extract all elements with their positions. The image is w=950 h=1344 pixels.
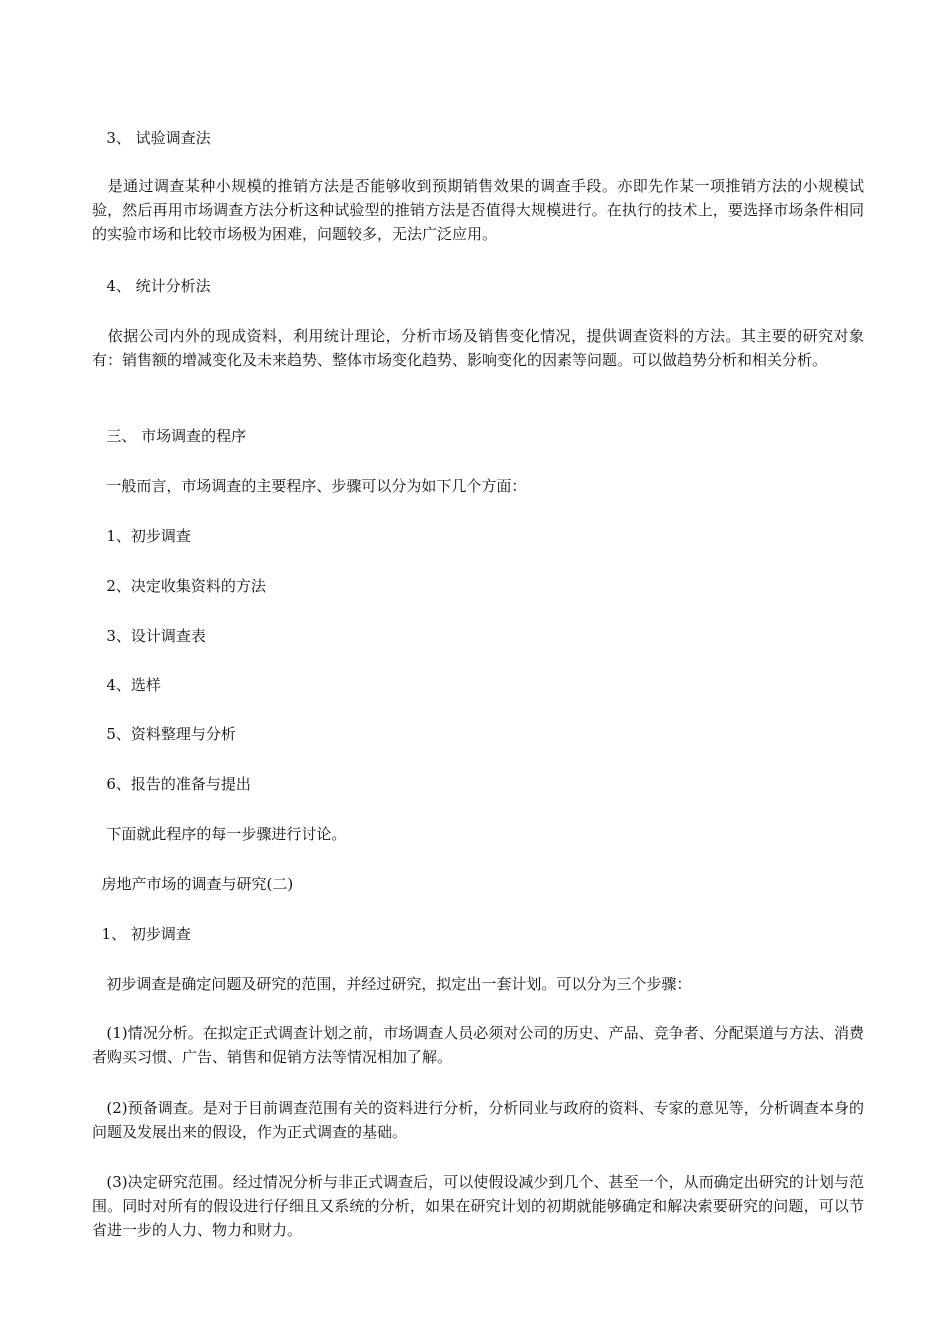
paragraph-situation-analysis: (1)情况分析。在拟定正式调查计划之前，市场调查人员必须对公司的历史、产品、竞争者、分配渠道与方法、消费者购买习惯、广告、销售和促销方法等情况相加了解。 xyxy=(92,1024,864,1066)
heading-statistical-analysis: 4、 统计分析法 xyxy=(92,277,211,295)
heading-trial-survey: 3、 试验调查法 xyxy=(92,129,211,147)
paragraph-trial-survey: 是通过调查某种小规模的推销方法是否能够收到预期销售效果的调查手段。亦即先作某一项推销方法的小规模试验，然后再用市场调查方法分析这种试验型的推销方法是否值得大规模进行。在执行的技术上，要选择市场条件相同的实验市场和比较市场极为困难，问题较多，无法广泛应用。 xyxy=(92,177,864,243)
paragraph-discussion-intro: 下面就此程序的每一步骤进行讨论。 xyxy=(92,825,347,843)
list-item-step-5: 5、资料整理与分析 xyxy=(92,725,236,743)
paragraph-research-scope: (3)决定研究范围。经过情况分析与非正式调查后，可以使假设减少到几个、甚至一个，从而确定出研究的计划与范围。同时对所有的假设进行仔细且又系统的分析，如果在研究计划的初期就能够确定和解决索要研究的问题，可以节省进一步的人力、物力和财力。 xyxy=(92,1173,864,1239)
list-item-step-6: 6、报告的准备与提出 xyxy=(92,775,251,793)
heading-survey-procedure: 三、 市场调查的程序 xyxy=(92,427,247,445)
paragraph-procedure-intro: 一般而言，市场调查的主要程序、步骤可以分为如下几个方面： xyxy=(92,477,527,495)
list-item-step-4: 4、选样 xyxy=(92,676,161,694)
list-item-step-2: 2、决定收集资料的方法 xyxy=(92,577,266,595)
paragraph-pre-survey: (2)预备调查。是对于目前调查范围有关的资料进行分析，分析同业与政府的资料、专家的意见等，分析调查本身的问题及发展出来的假设，作为正式调查的基础。 xyxy=(92,1099,864,1141)
list-item-step-3: 3、设计调查表 xyxy=(92,627,206,645)
heading-preliminary-survey: 1、 初步调查 xyxy=(92,925,191,943)
section-subtitle: 房地产市场的调查与研究(二) xyxy=(92,875,294,893)
paragraph-statistical-analysis: 依据公司内外的现成资料，利用统计理论，分析市场及销售变化情况，提供调查资料的方法。其主要的研究对象有：销售额的增减变化及未来趋势、整体市场变化趋势、影响变化的因素等问题。可以做趋势分析和相关分析。 xyxy=(92,327,864,369)
paragraph-preliminary-survey: 初步调查是确定问题及研究的范围，并经过研究，拟定出一套计划。可以分为三个步骤： xyxy=(92,975,692,993)
list-item-step-1: 1、初步调查 xyxy=(92,527,191,545)
